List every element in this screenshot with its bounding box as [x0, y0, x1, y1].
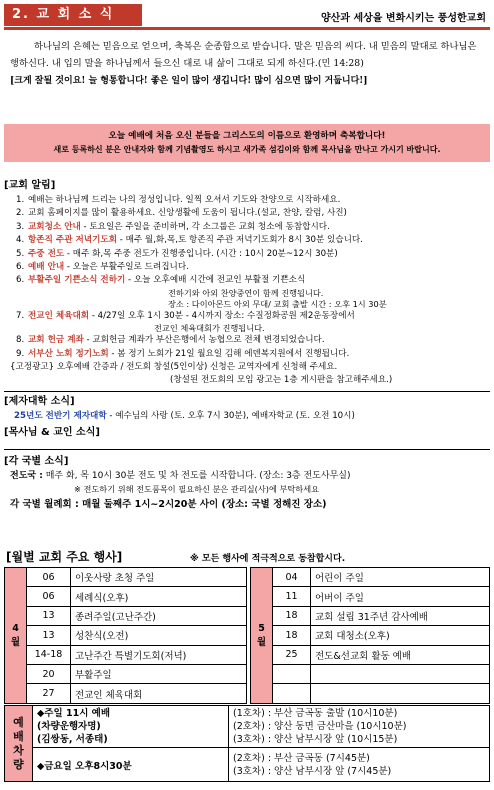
schedule-row	[251, 606, 490, 625]
notice-item-9: 9. 서부산 노회 정기노회 - 봄 정기 노회가 21일 월요일 김해 에덴복지원에서 진행됩니다.	[16, 348, 350, 359]
schedule-event: 성찬식(오전)	[71, 626, 247, 645]
notice-item: 1. 예배는 하나님께 드리는 나의 정성입니다. 일찍 오셔서 기도와 찬양으로 시작하세요.	[16, 195, 341, 205]
mission-evangelism: 전도국 : 매주 화, 목 10시 30분 전도 및 차 전도를 시작합니다. (장소: 3층 전도사무실)	[10, 471, 351, 482]
notice-item: 6. 부활주일 기쁜소식 전하기 - 오늘 오후예배 시간에 전교인 부활절 기쁜소식	[16, 275, 306, 286]
notice-item: 3. 교회청소 안내 - 토요일은 주일을 준비하며, 각 소그룹은 교회 청소에 동참합시다.	[16, 221, 330, 232]
schedule-title: [월별 교회 주요 행사]	[6, 550, 123, 564]
schedule-day: 14-18	[27, 645, 71, 664]
bus-route: (1호차) : 부산 금곡동 출발 (10시10분)	[233, 708, 398, 719]
schedule-event: 어버이 주일	[311, 587, 490, 606]
notice-list	[4, 194, 490, 288]
notice-item: 6. 예배 안내 - 오늘은 부활주일로 드려집니다.	[16, 262, 189, 273]
schedule-day	[273, 664, 311, 683]
mission-title: [각 국별 소식]	[4, 456, 69, 468]
schedule-event	[311, 664, 490, 683]
seminary-item: 25년도 전반기 제자대학 - 예수님의 사랑 (토. 오후 7시 30분), 예배자학교 (토. 오전 10시)	[14, 410, 355, 421]
notice-7-detail: 전교인 체육대회가 진행됩니다.	[154, 323, 265, 334]
mission-evangelism-note: ※ 전도하기 위해 전도품목이 필요하신 분은 관리실(사)에 부탁하세요	[74, 483, 320, 494]
schedule-event: 종려주일(고난주간)	[71, 606, 247, 625]
schedule-day: 18	[273, 626, 311, 645]
divider	[4, 449, 490, 450]
schedule-row	[5, 664, 247, 683]
schedule-event: 세례식(오후)	[71, 587, 247, 606]
welcome-line-2: 새로 등록하신 분은 안내자와 함께 기념촬영도 하시고 새가족 섬김이와 함께 목사님을 만나고 가시기 바랍니다.	[53, 145, 441, 154]
schedule-day: 13	[27, 626, 71, 645]
schedule-row	[251, 664, 490, 683]
schedule-row	[5, 626, 247, 645]
mission-monthly-meeting: 각 국별 월례회 : 매월 둘째주 1시~2시20분 사이 (장소: 국별 정해진 장소)	[10, 498, 327, 510]
notice-6-detail-1: 전하기와 아외 찬양중연이 함께 진행됩니다.	[168, 287, 324, 298]
schedule-day	[273, 684, 311, 703]
schedule-row	[5, 587, 247, 606]
notice-6-detail-2: 장소 : 다이아몬드 아외 무대/ 교회 출발 시간 : 오후 1시 30분	[168, 298, 387, 309]
schedule-day: 06	[27, 587, 71, 606]
schedule-row	[5, 568, 247, 587]
bus-friday-routes	[229, 748, 490, 782]
schedule-row	[5, 645, 247, 664]
schedule-day: 27	[27, 684, 71, 703]
may-schedule-table	[250, 567, 490, 704]
bus-label: 예 배 차 량	[5, 706, 33, 782]
scripture-box	[4, 36, 490, 92]
welcome-line-1: 오늘 예배에 처음 오신 분들을 그리스도의 이름으로 환영하며 축복합니다!	[108, 131, 386, 141]
month-label: 5 월	[251, 568, 273, 704]
schedule-day: 25	[273, 645, 311, 664]
schedule-event: 어린이 주일	[311, 568, 490, 587]
schedule-day: 18	[273, 606, 311, 625]
divider	[4, 391, 490, 392]
schedule-event	[311, 684, 490, 703]
month-label: 4 월	[5, 568, 27, 704]
notice-item-7: 7. 전교인 체육대회 - 4/27일 오후 1시 30분 - 4시까지 장소: 수질정화공원 제2운동장에서	[16, 310, 355, 321]
schedule-row	[5, 606, 247, 625]
fixed-ad-note: (창설된 전도회의 모임 광고는 1층 게시판을 참고해주세요.)	[170, 375, 393, 386]
notice-title: [교회 알림]	[4, 180, 56, 191]
schedule-day: 13	[27, 606, 71, 625]
schedule-event: 전도&선교회 활동 예배	[311, 645, 490, 664]
schedule-event: 고난주간 특별기도회(저녁)	[71, 645, 247, 664]
schedule-event: 전교인 체육대회	[71, 684, 247, 703]
welcome-banner	[4, 124, 490, 162]
bus-route: (2호차) : 부산 금곡동 (7시45분)	[233, 752, 370, 764]
bus-route: (3호차) : 양산 남부시장 앞 (10시15분)	[233, 734, 398, 745]
april-schedule-table	[4, 567, 247, 704]
bus-route: (2호차) : 양산 동면 금산마을 (10시10분)	[233, 721, 407, 732]
notice-item: 4. 항존직 주관 저녁기도회 - 매주 월,화,목,토 항존직 주관 저녁기도회가 8시 30분 있습니다.	[16, 235, 363, 246]
schedule-row	[251, 587, 490, 606]
section-tag: 2. 교 회 소 식	[4, 4, 142, 26]
schedule-row	[251, 626, 490, 645]
section-header	[4, 4, 490, 30]
schedule-row	[251, 645, 490, 664]
scripture-text: 하나님의 은혜는 믿음으로 얻으며, 축복은 순종함으로 받습니다. 말은 믿음의 씨다. 내 믿음의 말대로 하나님은 행하신다. 내 입의 말을 하나님께서 들으신 대로 내 삶이 그대로 되게 하신다.(민 14:28)	[10, 41, 477, 69]
seminary-title: [제자대학 소식]	[4, 395, 75, 407]
scripture-declaration: [크게 잘될 것이요! 늘 형통합니다! 좋은 일이 많이 생깁니다! 많이 심으면 많이 거둡니다!]	[10, 76, 368, 86]
schedule-day: 06	[27, 568, 71, 587]
schedule-row	[251, 684, 490, 703]
bus-sunday-cell: ◆주일 11시 예배 (차량운행자명) (김쌍동, 서종태)	[33, 706, 229, 748]
schedule-row	[251, 568, 490, 587]
notice-item-8: 8. 교회 헌금 계좌 - 교회헌금 계좌가 부산은행에서 농협으로 전체 변경되었습니다.	[16, 335, 325, 346]
church-slogan: 양산과 세상을 변화시키는 풍성한교회	[320, 13, 486, 24]
pastor-news-title: [목사님 & 교인 소식]	[4, 427, 100, 439]
schedule-row	[5, 684, 247, 703]
notice-section	[4, 176, 490, 511]
schedule-day: 11	[273, 587, 311, 606]
schedule-event: 교회 설립 31주년 감사예배	[311, 606, 490, 625]
bus-schedule-table	[4, 705, 490, 782]
schedule-day: 20	[27, 664, 71, 683]
notice-item: 5. 주중 전도 - 매주 화,목 주중 전도가 진행중입니다. (시간 : 10시 20분~12시 30분)	[16, 248, 338, 259]
schedule-day: 04	[273, 568, 311, 587]
bus-sunday-routes	[229, 706, 490, 748]
fixed-ad: {고정광고} 오후예배 간증과 / 전도회 창설(5인이상) 신청은 교역자에게 신청해 주세요.	[10, 362, 338, 373]
bus-route: (3호차) : 양산 남부시장 앞 (7시45분)	[233, 765, 392, 777]
schedule-event: 교회 대청소(오후)	[311, 626, 490, 645]
schedule-note: ※ 모든 행사에 적극적으로 동참합시다.	[190, 554, 346, 564]
schedule-event: 부활주일	[71, 664, 247, 683]
schedule-event: 이웃사랑 초청 주일	[71, 568, 247, 587]
notice-item: 2. 교회 홈페이지를 많이 활용하세요. 신앙생활에 도움이 됩니다.(설교, 찬양, 칼럼, 사진)	[16, 208, 347, 219]
bus-friday-cell: ◆금요일 오후8시30분	[33, 748, 229, 782]
